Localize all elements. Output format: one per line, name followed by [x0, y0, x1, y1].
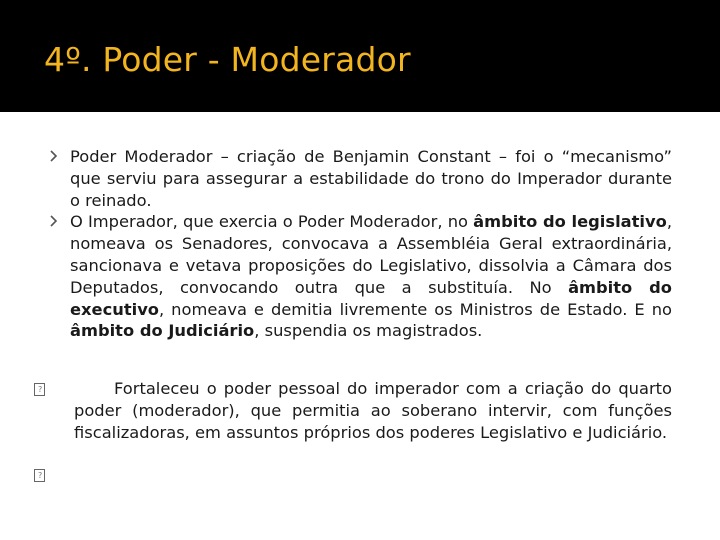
- slide-content: [46, 146, 672, 342]
- bullet-2-text-a: O Imperador, que exercia o Poder Moderador, no: [70, 212, 474, 232]
- bullet-1-text-a: Poder Moderador: [70, 147, 213, 166]
- missing-glyph-box-icon: ?: [34, 469, 45, 482]
- missing-glyph-box-icon: ?: [34, 383, 45, 396]
- bullet-icon: [49, 214, 59, 228]
- bullet-2-bold-judiciario: âmbito do Judiciário: [70, 321, 255, 341]
- bullet-paragraph-2: [46, 211, 672, 342]
- extra-paragraph: Fortaleceu o poder pessoal do imperador com a criação do quarto poder (moderador), que permitia ao soberano intervir, com funções fiscalizadoras, em assuntos próprios dos poderes Legislativo e Judiciário.: [74, 379, 672, 442]
- bullet-2-text-g: , suspendia os magistrados.: [254, 321, 483, 341]
- bullet-icon: [49, 149, 59, 163]
- title-bar: [0, 0, 720, 112]
- bullet-1-text-b: – criação de Benjamin Constant – foi o “mecanismo” que serviu para assegurar a estabilidade do trono do Imperador durante o reinado.: [70, 147, 672, 210]
- bullet-paragraph-1: [46, 146, 672, 211]
- bullet-2-text-c: , nomeava os Senadores, convocava a Assembléia Geral extraordinária, sancionava e vetava proposições do Legislativo, dissolvia a Câmara dos Deputados, convocando outra que a substituía. No: [70, 212, 672, 297]
- bullet-2-bold-executivo: âmbito do executivo: [70, 277, 672, 319]
- slide-title: 4º. Poder - Moderador: [44, 40, 411, 79]
- bullet-2-text-e: , nomeava e demitia livremente os Ministros de Estado. E no: [159, 299, 672, 319]
- bullet-2-bold-legislativo: âmbito do legislativo: [473, 212, 667, 232]
